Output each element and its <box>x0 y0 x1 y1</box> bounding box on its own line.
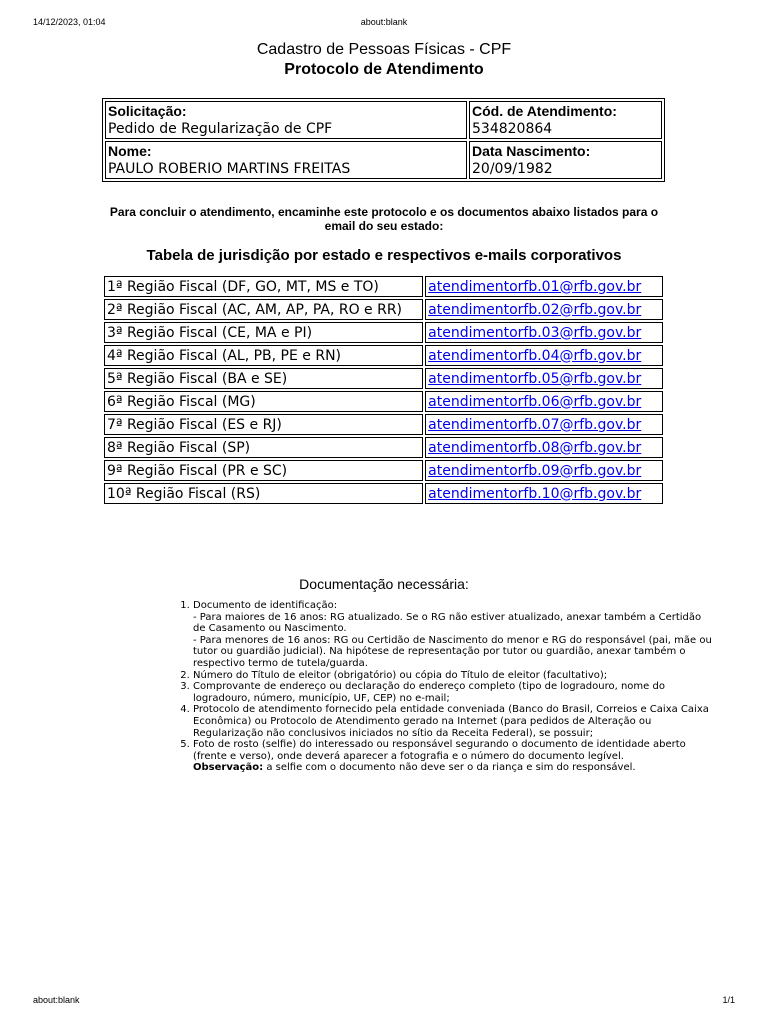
list-item <box>193 600 713 670</box>
email-link[interactable]: atendimentorfb.08@rfb.gov.br <box>428 439 642 456</box>
print-footer <box>0 995 768 1007</box>
observation-text: a selfie com o documento não deve ser o da riança e sim do responsável. <box>263 762 636 774</box>
email-cell <box>425 483 663 504</box>
observation <box>193 762 713 774</box>
nascimento-label: Data Nascimento: <box>472 143 591 159</box>
region-cell: 10ª Região Fiscal (RS) <box>104 483 423 504</box>
doc-item-1-title: Documento de identificação: <box>193 600 338 611</box>
email-link[interactable]: atendimentorfb.02@rfb.gov.br <box>428 301 642 318</box>
email-link[interactable]: atendimentorfb.03@rfb.gov.br <box>428 324 642 341</box>
region-cell: 9ª Região Fiscal (PR e SC) <box>104 460 423 481</box>
doc-item-2: Número do Título de eleitor (obrigatório) ou cópia do Título de eleitor (facultativo); <box>193 669 608 681</box>
list-item <box>193 704 713 739</box>
email-link[interactable]: atendimentorfb.01@rfb.gov.br <box>428 278 642 295</box>
table-row <box>104 437 663 458</box>
print-datetime: 14/12/2023, 01:04 <box>33 17 106 27</box>
print-footer-url: about:blank <box>33 995 80 1005</box>
table-row <box>104 299 663 320</box>
documentation-list <box>158 600 713 774</box>
page-title: Cadastro de Pessoas Físicas - CPF <box>256 41 512 58</box>
print-header <box>0 17 768 29</box>
email-cell <box>425 368 663 389</box>
email-cell <box>425 345 663 366</box>
page-number: 1/1 <box>722 995 735 1005</box>
table-row <box>104 322 663 343</box>
email-cell <box>425 299 663 320</box>
table-row <box>104 414 663 435</box>
region-cell: 7ª Região Fiscal (ES e RJ) <box>104 414 423 435</box>
email-link[interactable]: atendimentorfb.09@rfb.gov.br <box>428 462 642 479</box>
doc-item-1-adults: - Para maiores de 16 anos: RG atualizado. Se o RG não estiver atualizado, anexar também a Certidão de Casamento ou Nascimento. <box>193 611 702 635</box>
email-cell <box>425 322 663 343</box>
solicitacao-label: Solicitação: <box>108 103 187 119</box>
request-info-table <box>102 98 665 182</box>
doc-item-1-minors: - Para menores de 16 anos: RG ou Certidão de Nascimento do menor e RG do responsável (pai, mãe ou tutor ou guardião judicial). Na hipótese de representação por tutor ou guardião, anexar também o respectivo termo de tutela/guarda. <box>193 634 712 669</box>
nascimento-value: 20/09/1982 <box>472 161 553 177</box>
email-cell <box>425 437 663 458</box>
email-cell <box>425 414 663 435</box>
table-row <box>104 276 663 297</box>
region-cell: 3ª Região Fiscal (CE, MA e PI) <box>104 322 423 343</box>
email-cell <box>425 276 663 297</box>
table-row <box>104 483 663 504</box>
jurisdiction-table <box>102 274 665 506</box>
email-cell <box>425 460 663 481</box>
codigo-label: Cód. de Atendimento: <box>472 103 617 119</box>
documentation-title: Documentação necessária: <box>299 576 469 592</box>
email-link[interactable]: atendimentorfb.04@rfb.gov.br <box>428 347 642 364</box>
email-link[interactable]: atendimentorfb.05@rfb.gov.br <box>428 370 642 387</box>
codigo-value: 534820864 <box>472 121 553 137</box>
email-link[interactable]: atendimentorfb.07@rfb.gov.br <box>428 416 642 433</box>
region-cell: 4ª Região Fiscal (AL, PB, PE e RN) <box>104 345 423 366</box>
region-cell: 8ª Região Fiscal (SP) <box>104 437 423 458</box>
solicitacao-value: Pedido de Regularização de CPF <box>108 121 333 137</box>
observation-label: Observação: <box>193 762 264 774</box>
region-cell: 6ª Região Fiscal (MG) <box>104 391 423 412</box>
nome-cell <box>105 141 467 179</box>
nascimento-cell <box>469 141 662 179</box>
region-cell: 2ª Região Fiscal (AC, AM, AP, PA, RO e RR) <box>104 299 423 320</box>
list-item <box>193 739 713 774</box>
instructions-text: Para concluir o atendimento, encaminhe este protocolo e os documentos abaixo listados para o email do seu estado: <box>109 205 659 233</box>
page-subtitle: Protocolo de Atendimento <box>284 61 484 78</box>
nome-value: PAULO ROBERIO MARTINS FREITAS <box>108 161 351 177</box>
doc-item-4: Protocolo de atendimento fornecido pela entidade conveniada (Banco do Brasil, Correios e Caixa Caixa Econômica) ou Protocolo de Atendimento gerado na Internet (para pedidos de Alteração ou Regularização não conclusivos iniciados no sítio da Receita Federal), se possuir; <box>193 704 709 739</box>
table-row <box>104 345 663 366</box>
table-row <box>104 391 663 412</box>
region-cell: 1ª Região Fiscal (DF, GO, MT, MS e TO) <box>104 276 423 297</box>
codigo-cell <box>469 101 662 139</box>
solicitacao-cell <box>105 101 467 139</box>
email-link[interactable]: atendimentorfb.10@rfb.gov.br <box>428 485 642 502</box>
print-header-url: about:blank <box>360 17 408 27</box>
jurisdiction-title: Tabela de jurisdição por estado e respectivos e-mails corporativos <box>146 247 622 264</box>
doc-item-3: Comprovante de endereço ou declaração do endereço completo (tipo de logradouro, nome do logradouro, número, município, UF, CEP) no e-mail; <box>193 681 665 704</box>
email-cell <box>425 391 663 412</box>
region-cell: 5ª Região Fiscal (BA e SE) <box>104 368 423 389</box>
email-link[interactable]: atendimentorfb.06@rfb.gov.br <box>428 393 642 410</box>
doc-item-5: Foto de rosto (selfie) do interessado ou responsável segurando o documento de identidade aberto (frente e verso), onde deverá aparecer a fotografia e o número do documento legível. <box>193 739 686 762</box>
table-row <box>104 460 663 481</box>
list-item <box>193 681 713 704</box>
table-row <box>104 368 663 389</box>
list-item <box>193 670 713 682</box>
nome-label: Nome: <box>108 143 152 159</box>
